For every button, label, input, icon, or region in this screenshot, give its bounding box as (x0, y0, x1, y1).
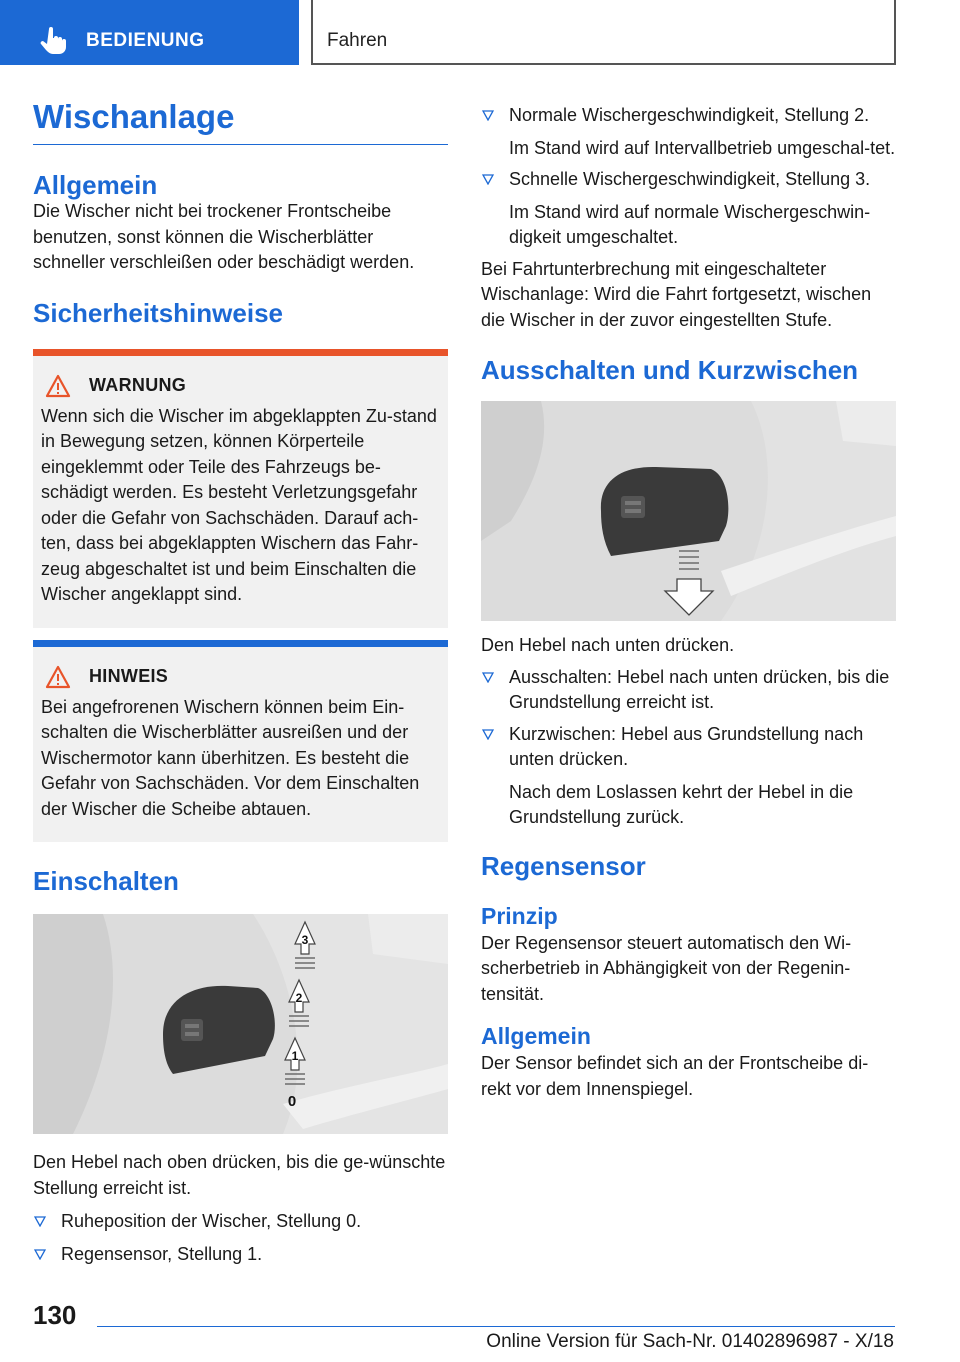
regensensor-heading: Regensensor (481, 850, 646, 881)
allgemein-sensor-heading: Allgemein (481, 1023, 591, 1049)
chapter-box (311, 0, 896, 65)
prinzip-text: Der Regensensor steuert automatisch den Wi-scherbetrieb in Abhängigkeit von der Regenin-tensität. (481, 932, 852, 1004)
figure-label-0: 0 (287, 1093, 297, 1110)
prinzip-heading: Prinzip (481, 902, 558, 929)
bullet-triangle-icon (482, 174, 494, 185)
ausschalten-text: Den Hebel nach unten drücken. (481, 635, 735, 655)
bullet-triangle-icon (34, 1216, 46, 1227)
allgemein-text: Die Wischer nicht bei trockener Frontscheibe benutzen, sonst können die Wischerblätter schneller verschleißen oder beschädigt werden. (33, 201, 415, 272)
notice-triangle-icon (45, 665, 71, 689)
figure-label-1: 1 (291, 1049, 299, 1063)
online-version-text: Online Version für Sach-Nr. 01402896987 - X/18 (486, 1331, 894, 1352)
list-item: Normale Wischergeschwindigkeit, Stellung 2. Im Stand wird auf Intervallbetrieb umgeschal-tet. (481, 103, 896, 161)
section-tab[interactable] (0, 0, 299, 65)
notice-text: Bei angefrorenen Wischern können beim Ein-schalten die Wischerblätter ausreißen und der Wischermotor kann überhitzen. Es besteht die Gefahr von Sachschäden. Vor dem Einschalten der Wischer die Scheibe abtauen. (41, 696, 420, 819)
bullet-triangle-icon (34, 1249, 46, 1260)
list-item: Schnelle Wischergeschwindigkeit, Stellung 3. Im Stand wird auf normale Wischergeschwin-digkeit umgeschaltet. (481, 167, 896, 251)
hand-pointer-icon (40, 27, 66, 55)
wiper-lever-up-figure (33, 914, 448, 1134)
ausschalten-bullets (481, 665, 896, 831)
left-column (33, 96, 448, 1267)
notice-box (33, 640, 448, 843)
list-item: Kurzwischen: Hebel aus Grundstellung nach unten drücken. Nach dem Loslassen kehrt der Hebel in die Grundstellung zurück. (481, 722, 896, 831)
section-label: BEDIENUNG (86, 30, 205, 51)
allgemein-heading: Allgemein (33, 170, 158, 200)
wiper-lever-down-figure (481, 401, 896, 621)
right-column (481, 103, 896, 1102)
bullet-triangle-icon (482, 110, 494, 121)
allgemein-sensor-text: Der Sensor befindet sich an der Frontscheibe di-rekt vor dem Innenspiegel. (481, 1053, 869, 1099)
bullet-triangle-icon (482, 672, 494, 683)
interruption-text: Bei Fahrtunterbrechung mit eingeschalteter Wischanlage: Wird die Fahrt fortgesetzt, wischen die Wischer in der zuvor eingestellten Stufe. (481, 258, 872, 330)
einschalten-bullets (33, 1209, 448, 1267)
list-item: Regensensor, Stellung 1. (33, 1242, 448, 1268)
page-number: 130 (33, 1300, 77, 1330)
warning-triangle-icon (45, 374, 71, 398)
bullet-triangle-icon (482, 729, 494, 740)
warning-box (33, 349, 448, 628)
figure-label-2: 2 (295, 991, 303, 1005)
footer-rule (97, 1326, 895, 1327)
list-item: Ausschalten: Hebel nach unten drücken, bis die Grundstellung erreicht ist. (481, 665, 896, 716)
list-item: Ruheposition der Wischer, Stellung 0. (33, 1209, 448, 1235)
page-title: Wischanlage (33, 98, 235, 135)
figure-label-3: 3 (301, 933, 309, 947)
einschalten-heading: Einschalten (33, 866, 179, 896)
speed-bullets (481, 103, 896, 251)
notice-label: HINWEIS (89, 666, 169, 686)
chapter-label: Fahren (327, 30, 388, 51)
safety-heading: Sicherheitshinweise (33, 297, 283, 328)
ausschalten-heading: Ausschalten und Kurzwischen (481, 355, 859, 385)
warning-text: Wenn sich die Wischer im abgeklappten Zu-stand in Bewegung setzen, können Körperteile eingeklemmt oder Teile des Fahrzeugs be-schädigt werden. Es besteht Verletzungsgefahr oder die Gefahr von Sachschäden. Darauf ach-ten, dass bei abgeklappten Wischern das Fahr-zeug abgeschaltet ist und beim Einschalten die Wischer angeklappt sind. (41, 405, 437, 604)
warning-label: WARNUNG (89, 375, 187, 395)
einschalten-text: Den Hebel nach oben drücken, bis die ge-wünschte Stellung erreicht ist. (33, 1152, 446, 1198)
title-rule (33, 144, 448, 145)
